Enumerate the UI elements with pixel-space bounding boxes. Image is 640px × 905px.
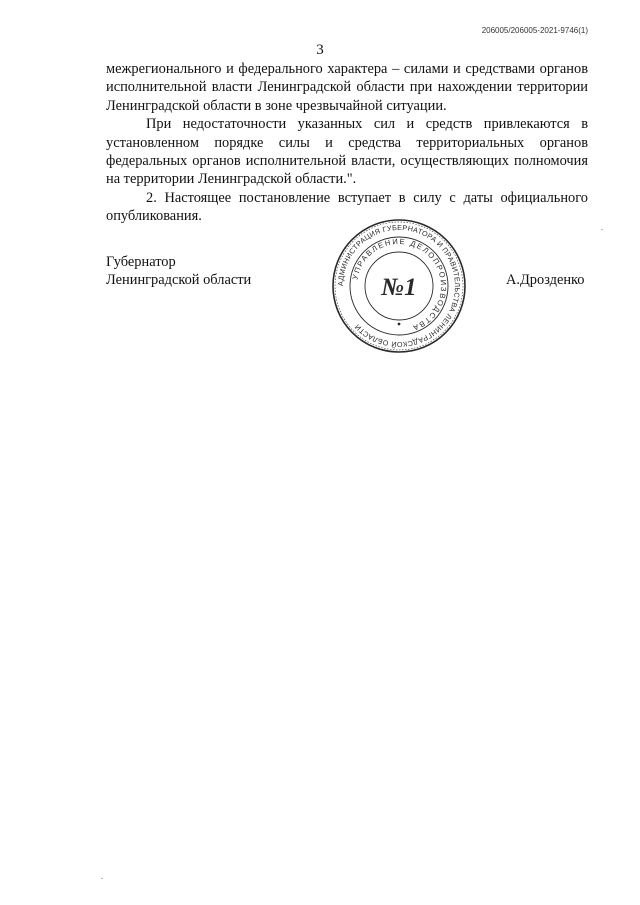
body-text — [106, 60, 588, 226]
seal-graphic — [331, 218, 467, 354]
official-seal — [331, 218, 467, 354]
page-number: 3 — [316, 42, 324, 58]
signatory-position — [106, 253, 251, 290]
seal-star-dot — [398, 323, 401, 326]
signatory-name: А.Дрозденко — [506, 272, 585, 288]
paragraph-continuation: межрегионального и федерального характера – силами и средствами органов исполнительной власти Ленинградской области при нахождении территории Ленинградской области в зоне чрезвычайной ситуации. — [106, 61, 588, 114]
paragraph-effective-date: 2. Настоящее постановление вступает в силу с даты официального опубликования. — [106, 189, 588, 225]
paragraph-insufficient-forces: При недостаточности указанных сил и средств привлекаются в установленном порядке силы и средства территориальных органов федеральных органов исполнительной власти, осуществляющих полномочия на территории Ленинградской области.". — [106, 116, 588, 188]
scan-speck — [601, 229, 603, 230]
seal-inner-text: УПРАВЛЕНИЕ ДЕЛОПРОИЗВОДСТВА — [350, 236, 449, 333]
seal-number: №1 — [381, 274, 417, 301]
signatory-position-line1: Губернатор — [106, 254, 176, 270]
registration-code: 206005/206005-2021-9746(1) — [481, 26, 588, 35]
scan-speck — [101, 878, 103, 879]
signatory-position-line2: Ленинградской области — [106, 272, 252, 289]
seal-outer-text: АДМИНИСТРАЦИЯ ГУБЕРНАТОРА И ПРАВИТЕЛЬСТВА ЛЕНИНГРАДСКОЙ ОБЛАСТИ — [335, 222, 463, 350]
